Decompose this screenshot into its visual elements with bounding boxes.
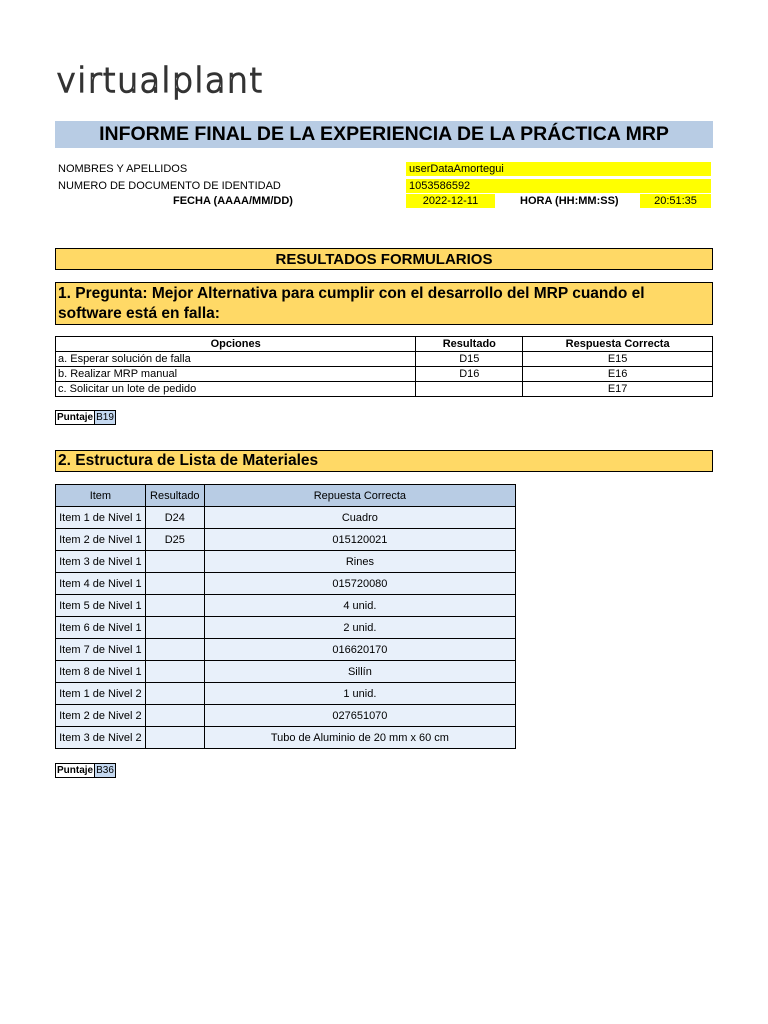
q2-correct: 015120021 [204, 529, 515, 551]
svg-text:virtualplant: virtualplant [56, 62, 264, 101]
table-row [56, 573, 516, 595]
time-value: 20:51:35 [640, 194, 711, 208]
q2-correct: 016620170 [204, 639, 515, 661]
table-row [56, 661, 516, 683]
q1-result [416, 382, 523, 397]
q2-title: 2. Estructura de Lista de Materiales [55, 450, 713, 472]
q2-correct: 1 unid. [204, 683, 515, 705]
table-row [56, 639, 516, 661]
q2-item: Item 1 de Nivel 1 [56, 507, 146, 529]
q2-correct: 027651070 [204, 705, 515, 727]
q2-result [145, 617, 204, 639]
q2-item: Item 3 de Nivel 2 [56, 727, 146, 749]
q1-col-correct: Respuesta Correcta [523, 337, 713, 352]
table-row [56, 705, 516, 727]
q2-item: Item 2 de Nivel 2 [56, 705, 146, 727]
date-label: FECHA (AAAA/MM/DD) [173, 195, 293, 207]
q2-col-result: Resultado [145, 485, 204, 507]
q2-correct: 4 unid. [204, 595, 515, 617]
q1-correct: E17 [523, 382, 713, 397]
q2-score [55, 763, 116, 778]
q2-item: Item 5 de Nivel 1 [56, 595, 146, 617]
table-row [56, 382, 713, 397]
q2-correct: Tubo de Aluminio de 20 mm x 60 cm [204, 727, 515, 749]
q1-header-row [56, 337, 713, 352]
q1-correct: E16 [523, 367, 713, 382]
name-value: userDataAmortegui [406, 162, 711, 176]
q2-item: Item 6 de Nivel 1 [56, 617, 146, 639]
q2-score-label: Puntaje [57, 765, 94, 776]
table-row [56, 617, 516, 639]
q2-item: Item 7 de Nivel 1 [56, 639, 146, 661]
q2-col-item: Item [56, 485, 146, 507]
q2-result [145, 595, 204, 617]
q1-score-label: Puntaje [57, 412, 94, 423]
q1-result: D16 [416, 367, 523, 382]
table-row [56, 683, 516, 705]
q1-score [55, 410, 116, 425]
table-row [56, 595, 516, 617]
q2-col-correct: Repuesta Correcta [204, 485, 515, 507]
table-row [56, 507, 516, 529]
results-header: RESULTADOS FORMULARIOS [55, 248, 713, 270]
q1-option: b. Realizar MRP manual [56, 367, 416, 382]
date-value: 2022-12-11 [406, 194, 495, 208]
table-row [56, 551, 516, 573]
q1-score-value: B19 [96, 412, 114, 423]
q2-result [145, 727, 204, 749]
time-label: HORA (HH:MM:SS) [520, 195, 619, 207]
q2-score-value: B36 [96, 765, 114, 776]
name-label: NOMBRES Y APELLIDOS [58, 163, 188, 175]
q2-item: Item 1 de Nivel 2 [56, 683, 146, 705]
q1-col-result: Resultado [416, 337, 523, 352]
q2-result [145, 661, 204, 683]
q2-correct: Rines [204, 551, 515, 573]
table-row [56, 727, 516, 749]
report-title: INFORME FINAL DE LA EXPERIENCIA DE LA PRÁCTICA MRP [55, 121, 713, 148]
q2-result [145, 683, 204, 705]
q2-correct: Cuadro [204, 507, 515, 529]
table-row [56, 529, 516, 551]
q2-result [145, 551, 204, 573]
q2-result: D25 [145, 529, 204, 551]
q2-correct: 015720080 [204, 573, 515, 595]
virtualplant-logo [56, 62, 300, 102]
q2-correct: Sillín [204, 661, 515, 683]
q2-result [145, 639, 204, 661]
q2-item: Item 2 de Nivel 1 [56, 529, 146, 551]
q2-result: D24 [145, 507, 204, 529]
id-label: NUMERO DE DOCUMENTO DE IDENTIDAD [58, 180, 281, 192]
q2-item: Item 4 de Nivel 1 [56, 573, 146, 595]
q1-correct: E15 [523, 352, 713, 367]
id-value: 1053586592 [406, 179, 711, 193]
q1-title: 1. Pregunta: Mejor Alternativa para cumplir con el desarrollo del MRP cuando el software está en falla: [55, 282, 713, 325]
q2-result [145, 705, 204, 727]
table-row [56, 352, 713, 367]
q2-item: Item 3 de Nivel 1 [56, 551, 146, 573]
q1-col-options: Opciones [56, 337, 416, 352]
q2-header-row [56, 485, 516, 507]
q1-result: D15 [416, 352, 523, 367]
q2-table [55, 484, 516, 749]
q2-item: Item 8 de Nivel 1 [56, 661, 146, 683]
table-row [56, 367, 713, 382]
q1-option: a. Esperar solución de falla [56, 352, 416, 367]
q1-option: c. Solicitar un lote de pedido [56, 382, 416, 397]
q2-correct: 2 unid. [204, 617, 515, 639]
q2-result [145, 573, 204, 595]
q1-table [55, 336, 713, 397]
